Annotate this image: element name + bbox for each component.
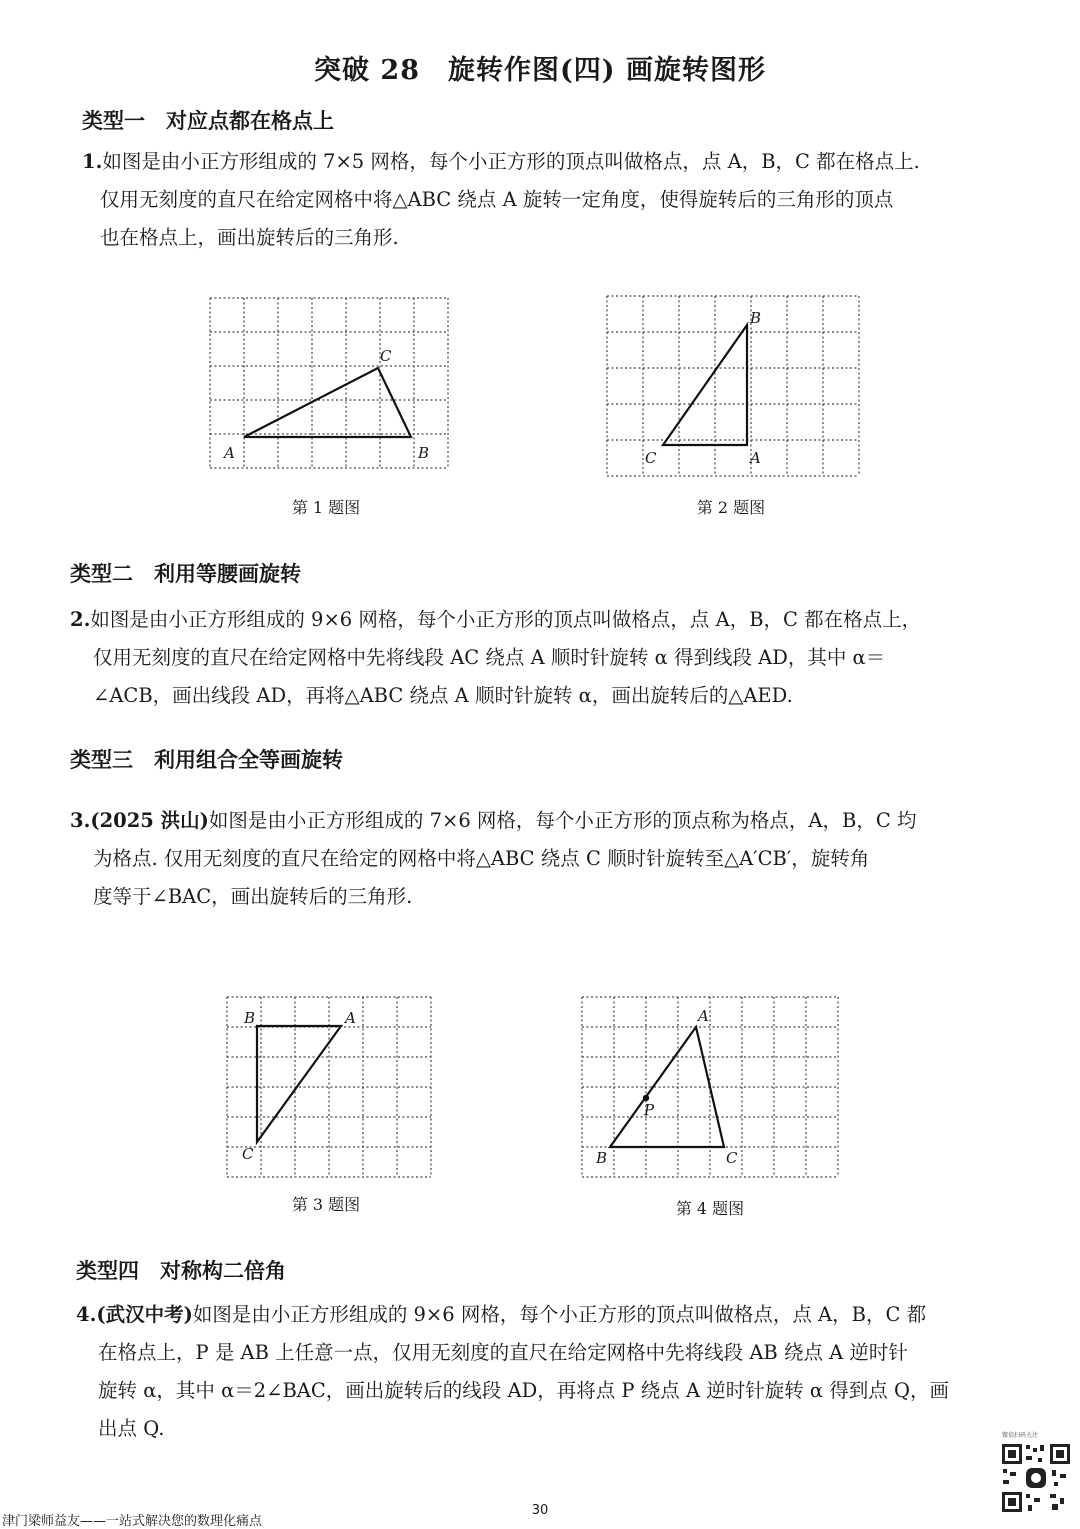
question-3 <box>70 802 916 916</box>
figure-caption: 第 3 题图 <box>291 1195 361 1214</box>
vertex-label-a: A <box>698 1007 709 1025</box>
section-heading-type-2: 类型二 利用等腰画旋转 <box>70 561 301 586</box>
question-source: (武汉中考) <box>96 1303 193 1326</box>
vertex-label-c: C <box>380 347 392 365</box>
page-number: 30 <box>531 1503 549 1518</box>
question-text-line: 如图是由小正方形组成的 9×6 网格，每个小正方形的顶点叫做格点，点 A，B，C 都在格点上， <box>90 608 922 631</box>
figure-caption: 第 4 题图 <box>675 1199 745 1218</box>
vertex-label-b: B <box>596 1149 608 1167</box>
question-text-line: 仅用无刻度的直尺在给定网格中先将线段 AC 绕点 A 顺时针旋转 α 得到线段 AD，其中 α＝ <box>93 646 886 669</box>
triangle-abc <box>257 1026 341 1142</box>
vertex-label-a: A <box>224 444 235 462</box>
question-text-line: 仅用无刻度的直尺在给定网格中将△ABC 绕点 A 旋转一定角度，使得旋转后的三角形的顶点 <box>100 188 894 211</box>
vertex-label-c: C <box>242 1145 254 1163</box>
question-text-line: 度等于∠BAC，画出旋转后的三角形. <box>93 885 413 908</box>
question-text-line: 如图是由小正方形组成的 7×5 网格，每个小正方形的顶点叫做格点，点 A，B，C 都在格点上. <box>102 150 920 173</box>
question-2 <box>70 601 921 715</box>
question-source: (2025 洪山) <box>90 809 209 832</box>
vertex-label-b: B <box>750 309 762 327</box>
vertex-label-b: B <box>418 444 430 462</box>
question-text-line: ∠ACB，画出线段 AD，再将△ABC 绕点 A 顺时针旋转 α，画出旋转后的△AED. <box>93 684 793 707</box>
figure-caption: 第 2 题图 <box>696 498 766 517</box>
page-title: 突破 28 旋转作图(四) 画旋转图形 <box>314 55 766 86</box>
point-label-p: P <box>644 1101 655 1119</box>
question-1 <box>82 143 920 257</box>
section-heading-type-3: 类型三 利用组合全等画旋转 <box>70 747 343 772</box>
figure-1 <box>190 285 470 485</box>
vertex-label-c: C <box>726 1149 738 1167</box>
question-text-line: 在格点上，P 是 AB 上任意一点，仅用无刻度的直尺在给定网格中先将线段 AB 绕点 A 逆时针 <box>98 1341 908 1364</box>
section-heading-type-4: 类型四 对称构二倍角 <box>76 1258 286 1283</box>
figure-4 <box>570 985 850 1185</box>
vertex-label-b: B <box>244 1009 256 1027</box>
qr-caption: 微信扫码关注 <box>1002 1432 1039 1439</box>
question-text-line: 出点 Q. <box>98 1417 165 1440</box>
question-text-line: 如图是由小正方形组成的 7×6 网格，每个小正方形的顶点称为格点，A，B，C 均 <box>208 809 917 832</box>
figure-caption: 第 1 题图 <box>291 498 361 517</box>
figure-2 <box>590 285 880 485</box>
question-text-line: 如图是由小正方形组成的 9×6 网格，每个小正方形的顶点叫做格点，点 A，B，C 都 <box>192 1303 927 1326</box>
triangle-abc <box>244 368 411 437</box>
question-text-line: 旋转 α，其中 α＝2∠BAC，画出旋转后的线段 AD，再将点 P 绕点 A 逆时针旋转 α 得到点 Q，画 <box>98 1379 949 1402</box>
question-4 <box>76 1296 949 1448</box>
question-number: 1. <box>82 150 103 173</box>
triangle-abc <box>663 325 747 445</box>
footer-text: 津门梁师益友——一站式解决您的数理化痛点 <box>2 1514 263 1529</box>
question-number: 2. <box>70 608 91 631</box>
vertex-label-a: A <box>345 1009 356 1027</box>
vertex-label-c: C <box>645 449 657 467</box>
section-heading-type-1: 类型一 对应点都在格点上 <box>82 108 334 133</box>
question-number: 3. <box>70 809 91 832</box>
question-text-line: 也在格点上，画出旋转后的三角形. <box>100 226 399 249</box>
vertex-label-a: A <box>750 449 761 467</box>
question-text-line: 为格点. 仅用无刻度的直尺在给定的网格中将△ABC 绕点 C 顺时针旋转至△A′CB′，旋转角 <box>93 847 870 870</box>
question-number: 4. <box>76 1303 97 1326</box>
figure-3 <box>215 985 445 1185</box>
